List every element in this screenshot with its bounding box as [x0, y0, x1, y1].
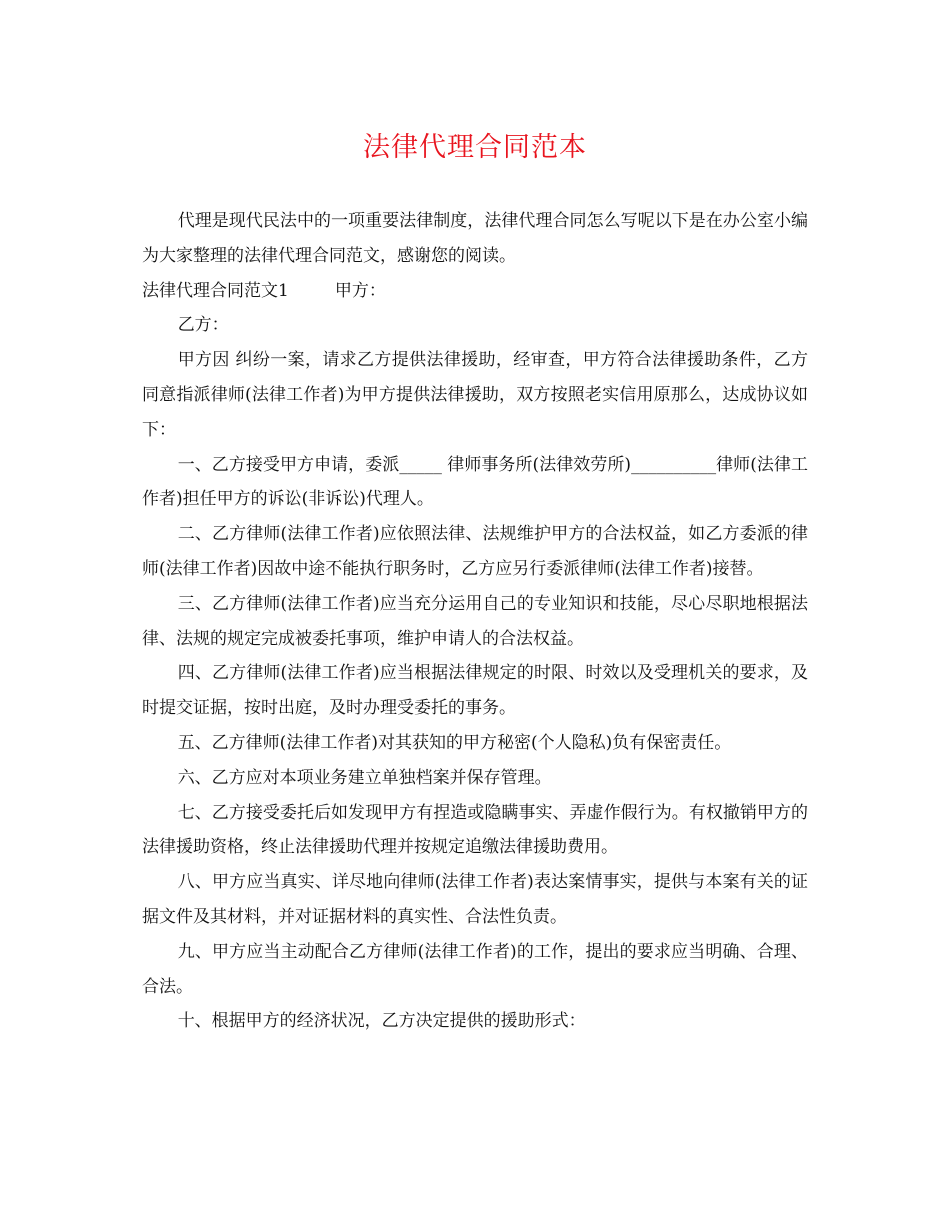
clause-paragraph: 三、乙方律师(法律工作者)应当充分运用自己的专业知识和技能，尽心尽职地根据法律、法规的规定完成被委托事项，维护申请人的合法权益。	[142, 593, 808, 649]
sample-heading-line	[142, 274, 808, 309]
document-title: 法律代理合同范本	[363, 132, 587, 163]
clause-paragraph: 十、根据甲方的经济状况，乙方决定提供的援助形式：	[177, 1011, 586, 1032]
clause-paragraph: 一、乙方接受甲方申请，委派_____ 律师事务所(法律效劳所)__________律师(法律工作者)担任甲方的诉讼(非诉讼)代理人。	[142, 454, 808, 510]
clause-paragraph: 五、乙方律师(法律工作者)对其获知的甲方秘密(个人隐私)负有保密责任。	[177, 732, 732, 753]
intro-paragraph: 代理是现代民法中的一项重要法律制度，法律代理合同怎么写呢以下是在办公室小编为大家整理的法律代理合同范文，感谢您的阅读。	[142, 211, 808, 266]
clause-paragraph: 八、甲方应当真实、详尽地向律师(法律工作者)表达案情事实，提供与本案有关的证据文件及其材料，并对证据材料的真实性、合法性负责。	[142, 872, 808, 927]
clause-paragraph: 甲方因 纠纷一案，请求乙方提供法律援助，经审查，甲方符合法律援助条件，乙方同意指派律师(法律工作者)为甲方提供法律援助，双方按照老实信用原那么，达成协议如下：	[142, 350, 808, 440]
document-body	[142, 204, 808, 1039]
clause-paragraph: 九、甲方应当主动配合乙方律师(法律工作者)的工作，提出的要求应当明确、合理、合法。	[142, 941, 808, 997]
party-a-label: 甲方：	[334, 280, 386, 301]
party-b-label: 乙方：	[177, 315, 229, 336]
clause-paragraph: 六、乙方应对本项业务建立单独档案并保存管理。	[177, 767, 552, 788]
sample-heading: 法律代理合同范文1	[142, 280, 289, 301]
clause-paragraph: 四、乙方律师(法律工作者)应当根据法律规定的时限、时效以及受理机关的要求，及时提交证据，按时出庭，及时办理受委托的事务。	[142, 663, 808, 719]
clause-paragraph: 二、乙方律师(法律工作者)应依照法律、法规维护甲方的合法权益，如乙方委派的律师(法律工作者)因故中途不能执行职务时，乙方应另行委派律师(法律工作者)接替。	[142, 524, 808, 579]
clause-paragraph: 七、乙方接受委托后如发现甲方有捏造或隐瞒事实、弄虚作假行为。有权撤销甲方的法律援助资格，终止法律援助代理并按规定追缴法律援助费用。	[142, 802, 808, 858]
